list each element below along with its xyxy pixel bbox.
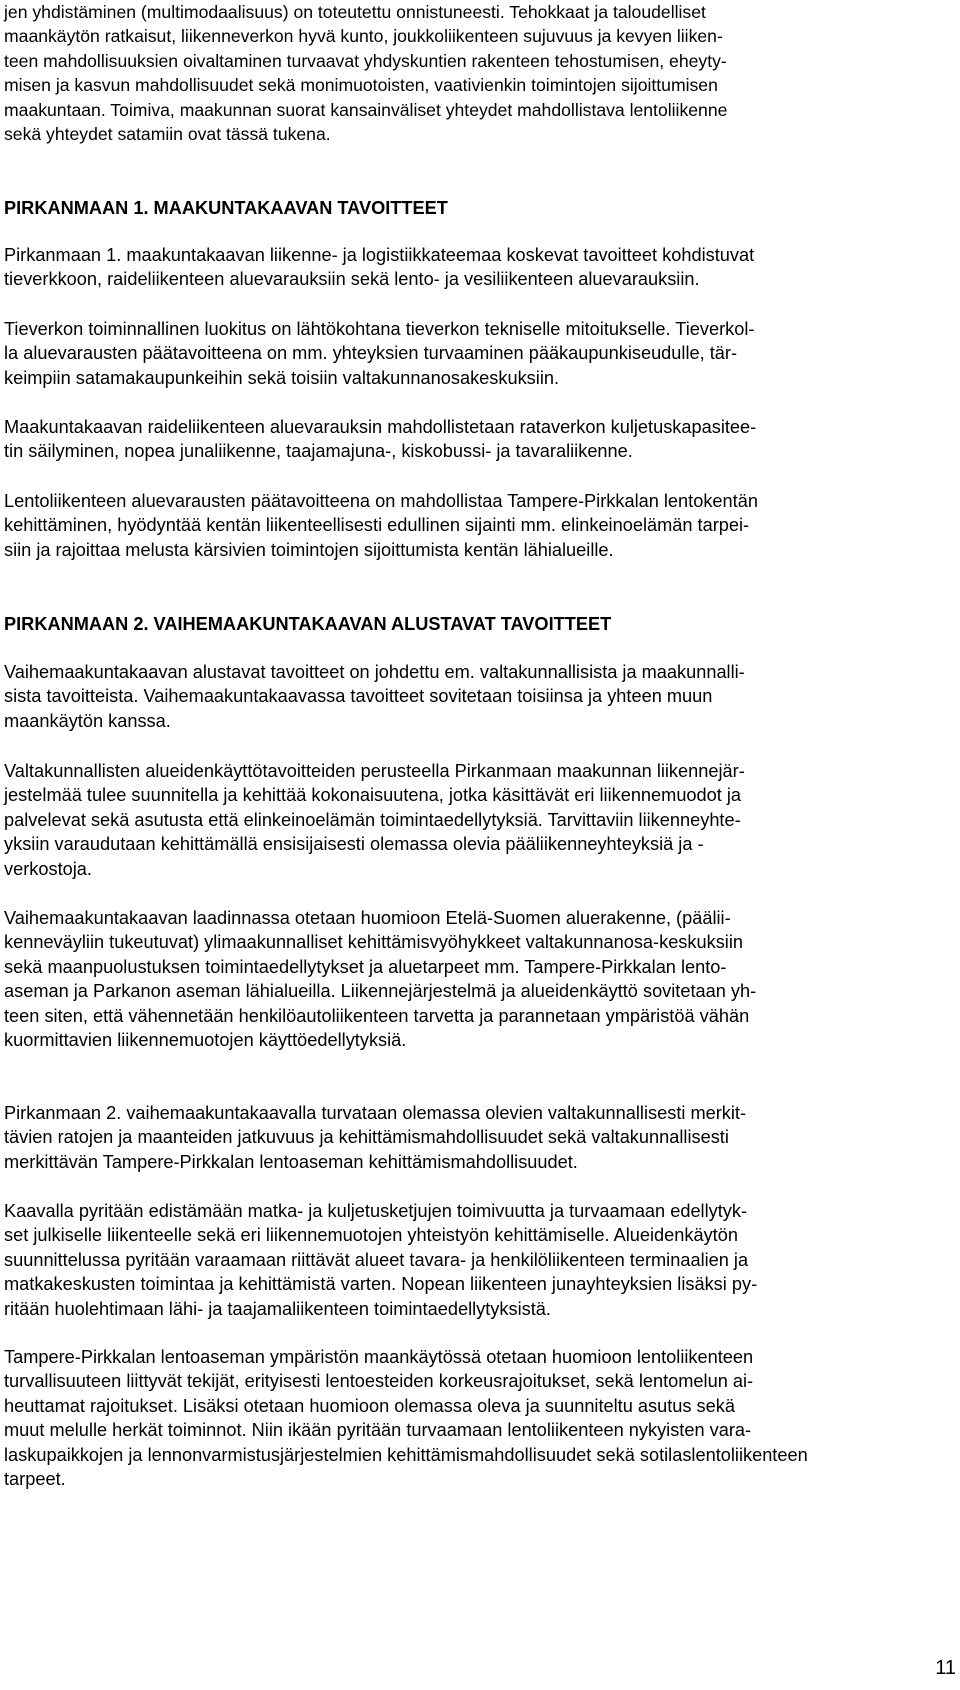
text-line: suunnittelussa pyritään varaamaan riittävät alueet tavara- ja henkilöliikenteen terminaalien ja	[4, 1249, 749, 1270]
text-line: siin ja rajoittaa melusta kärsivien toimintojen sijoittumista kentän lähialueille.	[4, 539, 614, 560]
text-line: muut melulle herkät toiminnot. Niin ikään pyritään turvaamaan lentoliikenteen nykyisten vara-	[4, 1420, 752, 1441]
text-line: maakuntaan. Toimiva, maakunnan suorat kansainväliset yhteydet mahdollistava lentoliikenne	[4, 99, 728, 120]
text-line: laskupaikkojen ja lennonvarmistusjärjestelmien kehittämismahdollisuudet sekä sotilaslentoliikenteen	[4, 1444, 808, 1465]
text-line: la aluevarausten päätavoitteena on mm. yhteyksien turvaaminen pääkaupunkiseudulle, tär-	[4, 343, 737, 364]
text-line: jestelmää tulee suunnitella ja kehittää kokonaisuutena, jotka käsittävät eri liikennemuodot ja	[4, 785, 742, 806]
text-line: Maakuntakaavan raideliikenteen aluevarauksin mahdollistetaan rataverkon kuljetuskapasitee-	[4, 417, 757, 437]
paragraph	[4, 0, 727, 146]
paragraph	[4, 1199, 757, 1321]
page-number: 11	[935, 1657, 956, 1679]
paragraph	[4, 759, 745, 881]
text-line: maankäytön kanssa.	[4, 710, 171, 731]
text-line: Tieverkon toiminnallinen luokitus on lähtökohtana tieverkon tekniselle mitoitukselle. Tieverkol-	[4, 319, 755, 339]
paragraph	[4, 243, 754, 292]
text-line: teen siten, että vähennetään henkilöautoliikenteen tarvetta ja parannetaan ympäristöä vähän	[4, 1005, 750, 1026]
text-line: set julkiselle liikenteelle sekä eri liikennemuotojen yhteistyön kehittämiselle. Alueidenkäytön	[4, 1225, 738, 1246]
text-line: Valtakunnallisten alueidenkäyttötavoitteiden perusteella Pirkanmaan maakunnan liikennejär-	[4, 761, 745, 781]
text-line: kehittäminen, hyödyntää kentän liikenteellisesti edullinen sijainti mm. elinkeinoelämän tarpei-	[4, 515, 750, 536]
paragraph	[4, 317, 754, 390]
text-line: matkakeskusten toimintaa ja kehittämistä varten. Nopean liikenteen junayhteyksien lisäksi py-	[4, 1274, 758, 1295]
text-line: palvelevat sekä asutusta että elinkeinoelämän toimintaedellytyksiä. Tarvittaviin liikenneyhte-	[4, 809, 741, 830]
text-line: kuormittavien liikennemuotojen käyttöedellytyksiä.	[4, 1030, 407, 1051]
text-line: Pirkanmaan 2. vaihemaakuntakaavalla turvataan olemassa olevien valtakunnallisesti merkit-	[4, 1103, 747, 1123]
text-line: Vaihemaakuntakaavan laadinnassa otetaan huomioon Etelä-Suomen aluerakenne, (päälii-	[4, 908, 731, 928]
text-line: Pirkanmaan 1. maakuntakaavan liikenne- ja logistiikkateemaa koskevat tavoitteet kohdistuvat	[4, 245, 755, 265]
paragraph	[4, 489, 758, 562]
section-heading	[4, 612, 611, 636]
text-line: jen yhdistäminen (multimodaalisuus) on toteutettu onnistuneesti. Tehokkaat ja taloudelliset	[4, 2, 706, 22]
text-line: merkittävän Tampere-Pirkkalan lentoaseman kehittämismahdollisuudet.	[4, 1151, 578, 1172]
paragraph	[4, 415, 756, 464]
text-line: yksiin varaudutaan kehittämällä ensisijaisesti olemassa olevia pääliikenneyhteyksiä ja -	[4, 834, 704, 855]
text-line: Kaavalla pyritään edistämään matka- ja kuljetusketjujen toimivuutta ja turvaamaan edellytyk-	[4, 1201, 748, 1221]
paragraph	[4, 1101, 746, 1174]
paragraph	[4, 906, 756, 1052]
text-line: PIRKANMAAN 2. VAIHEMAAKUNTAKAAVAN ALUSTAVAT TAVOITTEET	[4, 614, 612, 634]
text-line: verkostoja.	[4, 858, 92, 879]
text-line: sekä yhteydet satamiin ovat tässä tukena.	[4, 124, 331, 145]
text-line: sekä maanpuolustuksen toimintaedellytykset ja aluetarpeet mm. Tampere-Pirkkalan lento-	[4, 956, 727, 977]
text-line: PIRKANMAAN 1. MAAKUNTAKAAVAN TAVOITTEET	[4, 198, 448, 218]
text-line: sista tavoitteista. Vaihemaakuntakaavassa tavoitteet sovitetaan toisiinsa ja yhteen muun	[4, 686, 713, 707]
text-line: aseman ja Parkanon aseman lähialueilla. Liikennejärjestelmä ja alueidenkäyttö sovitetaan yh-	[4, 981, 757, 1002]
text-line: keimpiin satamakaupunkeihin sekä toisiin valtakunnanosakeskuksiin.	[4, 367, 560, 388]
text-line: tieverkkoon, raideliikenteen aluevarauksiin sekä lento- ja vesiliikenteen aluevarauksiin.	[4, 269, 700, 290]
text-line: misen ja kasvun mahdollisuudet sekä monimuotoisten, vaativienkin toimintojen sijoittumisen	[4, 75, 718, 96]
text-line: tarpeet.	[4, 1469, 66, 1490]
text-line: teen mahdollisuuksien oivaltaminen turvaavat yhdyskuntien rakenteen tehostumisen, eheyty-	[4, 50, 727, 71]
paragraph	[4, 1345, 808, 1491]
paragraph	[4, 660, 745, 733]
section-heading	[4, 196, 448, 220]
text-line: Lentoliikenteen aluevarausten päätavoitteena on mahdollistaa Tampere-Pirkkalan lentokentän	[4, 491, 758, 511]
text-line: Tampere-Pirkkalan lentoaseman ympäristön maankäytössä otetaan huomioon lentoliikenteen	[4, 1347, 754, 1367]
text-line: ritään huolehtimaan lähi- ja taajamaliikenteen toimintaedellytyksistä.	[4, 1298, 551, 1319]
text-line: kenneväyliin tukeutuvat) ylimaakunnalliset kehittämisvyöhykkeet valtakunnanosa-keskuksiin	[4, 932, 743, 953]
text-line: maankäytön ratkaisut, liikenneverkon hyvä kunto, joukkoliikenteen sujuvuus ja kevyen liiken-	[4, 26, 723, 47]
text-line: heuttamat rajoitukset. Lisäksi otetaan huomioon olemassa oleva ja suunniteltu asutus sekä	[4, 1395, 735, 1416]
text-line: tin säilyminen, nopea junaliikenne, taajamajuna-, kiskobussi- ja tavaraliikenne.	[4, 441, 633, 462]
text-line: Vaihemaakuntakaavan alustavat tavoitteet on johdettu em. valtakunnallisista ja maakunnalli-	[4, 662, 745, 682]
text-line: tävien ratojen ja maanteiden jatkuvuus ja kehittämismahdollisuudet sekä valtakunnallisesti	[4, 1127, 729, 1148]
text-line: turvallisuuteen liittyvät tekijät, erityisesti lentoesteiden korkeusrajoitukset, sekä lentomelun ai-	[4, 1371, 754, 1392]
